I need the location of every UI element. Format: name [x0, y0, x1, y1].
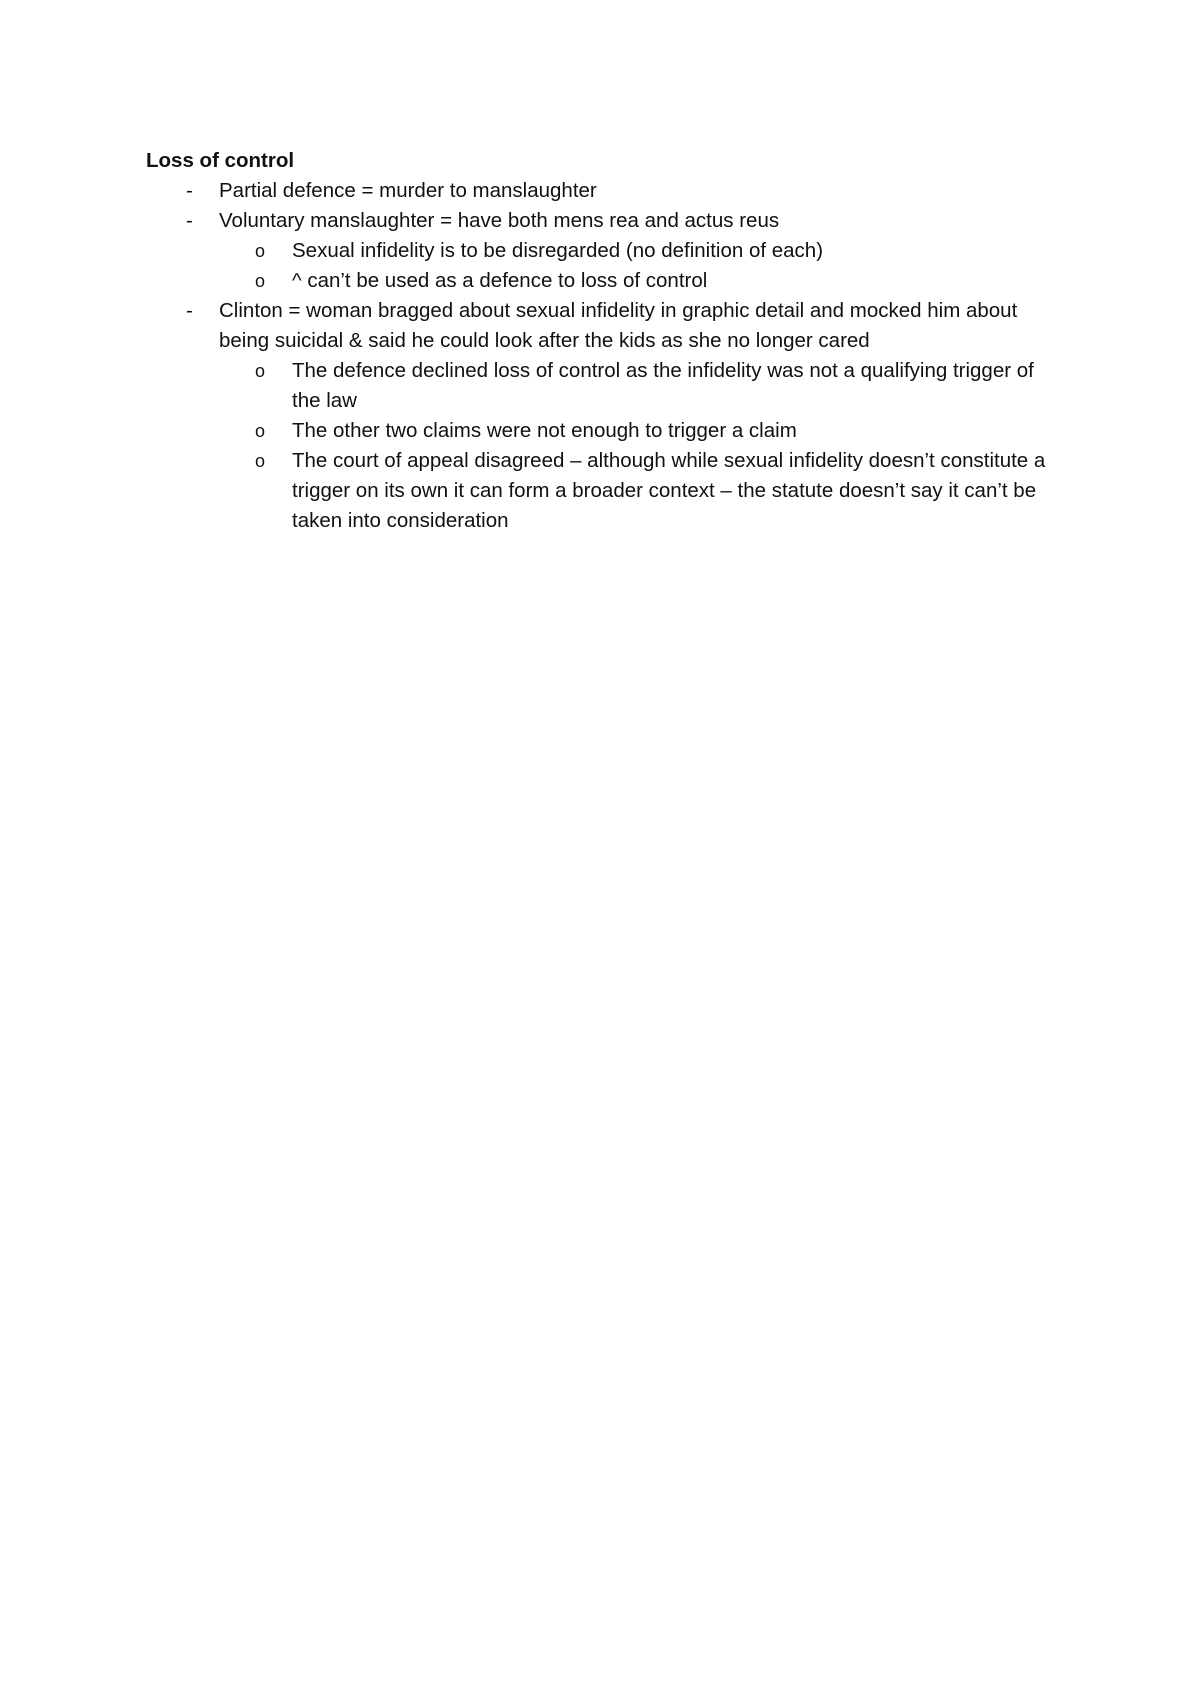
bullet-item: [146, 206, 1046, 296]
sub-bullet-text: The defence declined loss of control as the infidelity was not a qualifying trigger of the law: [292, 359, 1034, 412]
sub-bullet-text: ^ can’t be used as a defence to loss of control: [292, 269, 708, 292]
sub-bullet-list: [219, 356, 1046, 536]
bullet-text: Clinton = woman bragged about sexual infidelity in graphic detail and mocked him about being suicidal & said he could look after the kids as she no longer cared: [219, 299, 1018, 352]
bullet-item: [146, 176, 1046, 206]
bullet-text: Partial defence = murder to manslaughter: [219, 179, 597, 202]
sub-bullet-item: [219, 356, 1046, 416]
bullet-text: Voluntary manslaughter = have both mens rea and actus reus: [219, 209, 780, 232]
sub-bullet-text: The other two claims were not enough to trigger a claim: [292, 419, 797, 442]
sub-bullet-item: [219, 236, 1046, 266]
sub-bullet-item: [219, 416, 1046, 446]
sub-bullet-item: [219, 446, 1046, 536]
circle-bullet-marker: o: [255, 361, 266, 381]
bullet-item: [146, 296, 1046, 536]
circle-bullet-marker: o: [255, 271, 266, 291]
main-bullet-list: [146, 176, 1046, 536]
circle-bullet-marker: o: [255, 421, 266, 441]
dash-bullet-marker: -: [186, 299, 193, 322]
sub-bullet-text: Sexual infidelity is to be disregarded (no definition of each): [292, 239, 824, 262]
sub-bullet-item: [219, 266, 1046, 296]
heading-loss-of-control: Loss of control: [146, 149, 295, 172]
circle-bullet-marker: o: [255, 241, 266, 261]
circle-bullet-marker: o: [255, 451, 266, 471]
sub-bullet-list: [219, 236, 1046, 296]
sub-bullet-text: The court of appeal disagreed – although while sexual infidelity doesn’t constitute a trigger on its own it can form a broader context – the statute doesn’t say it can’t be taken into consideration: [292, 449, 1046, 532]
dash-bullet-marker: -: [186, 209, 193, 232]
dash-bullet-marker: -: [186, 179, 193, 202]
notes-content: [146, 146, 1046, 536]
